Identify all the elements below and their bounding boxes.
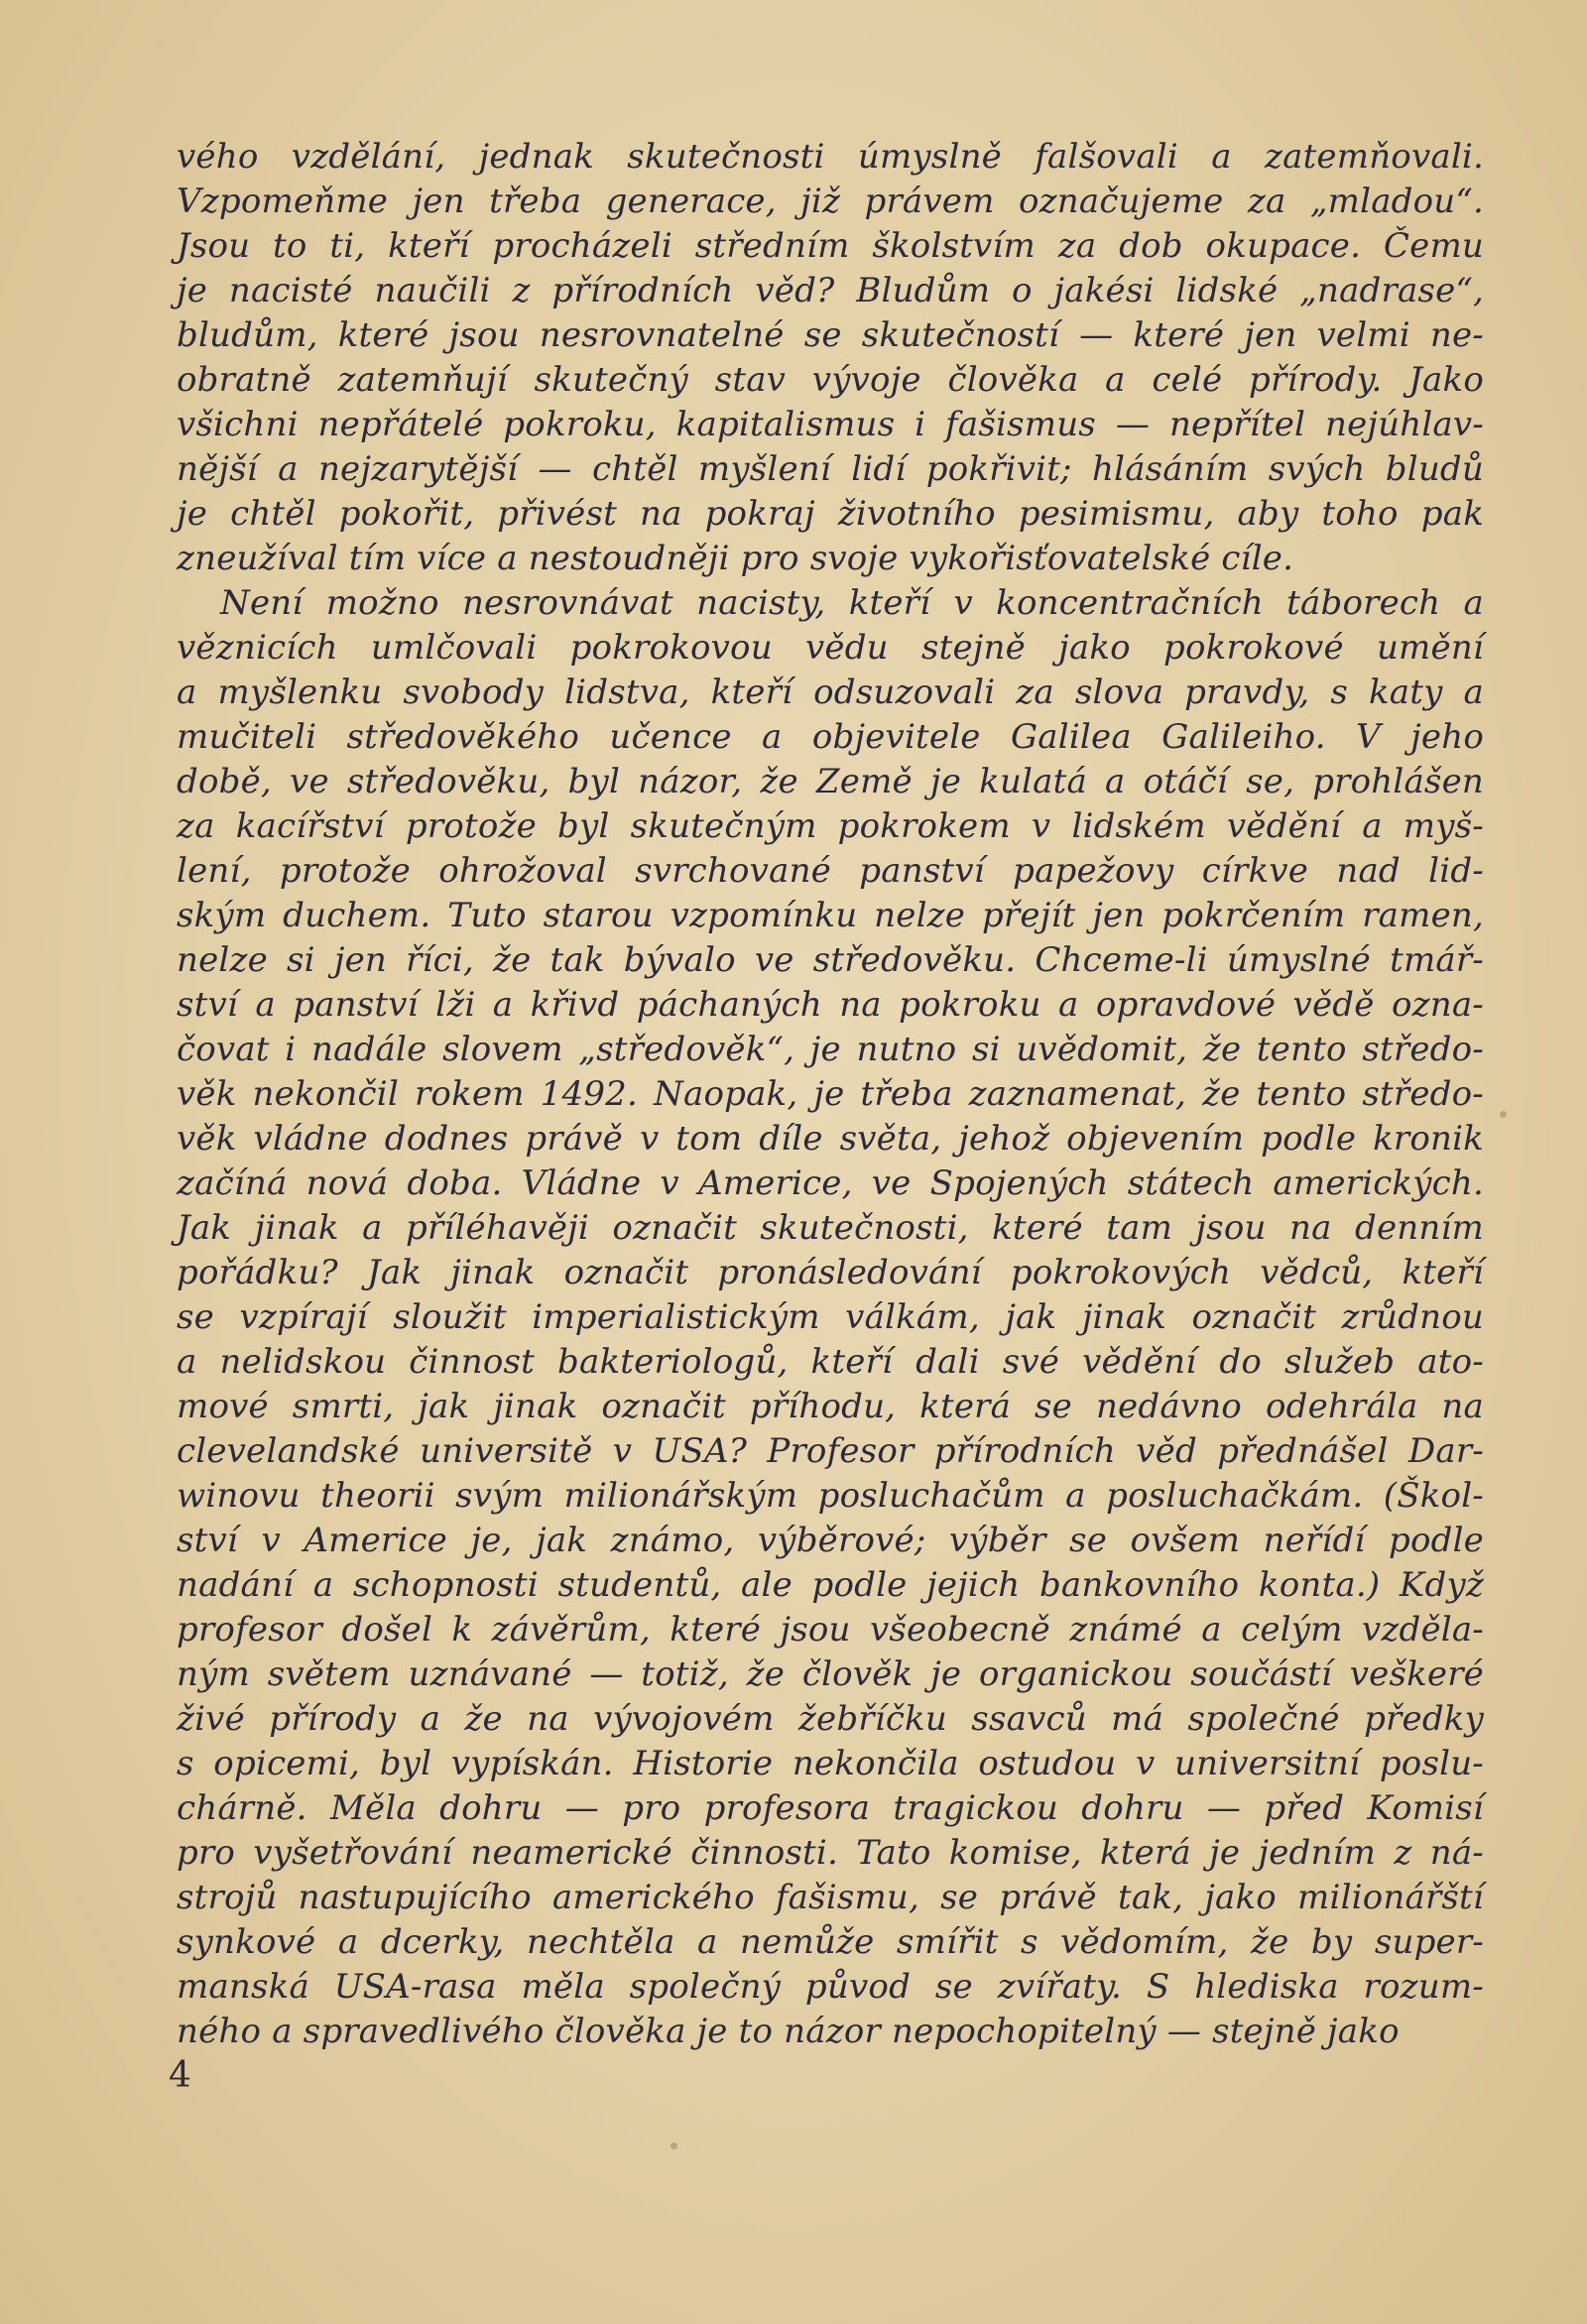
paper-speck: [671, 2142, 677, 2149]
text-line: a myšlenku svobody lidstva, kteří odsuzovali za slova pravdy, s katy a: [177, 673, 1484, 712]
body-text: [177, 135, 1484, 2054]
text-line: a nelidskou činnost bakteriologů, kteří dali své vědění do služeb ato-: [177, 1342, 1484, 1382]
text-line: všichni nepřátelé pokroku, kapitalismus i fašismus — nepřítel nejúhlav-: [177, 405, 1484, 444]
text-line: ného a spravedlivého člověka je to názor nepochopitelný — stejně jako: [177, 2012, 1400, 2051]
text-line: obratně zatemňují skutečný stav vývoje člověka a celé přírody. Jako: [177, 360, 1484, 400]
text-line: ným světem uznávané — totiž, že člověk je organickou součástí veškeré: [177, 1654, 1484, 1694]
text-line: clevelandské universitě v USA? Profesor přírodních věd přednášel Dar-: [177, 1431, 1484, 1471]
text-line: Jak jinak a příléhavěji označit skutečnosti, které tam jsou na denním: [177, 1208, 1484, 1248]
text-line: je chtěl pokořit, přivést na pokraj životního pesimismu, aby toho pak: [177, 494, 1484, 534]
text-line: je nacisté naučili z přírodních věd? Bludům o jakési lidské „nadrase“,: [177, 271, 1484, 310]
text-line: mučiteli středověkého učence a objevitele Galilea Galileiho. V jeho: [177, 717, 1484, 757]
text-line: lení, protože ohrožoval svrchované panství papežovy církve nad lid-: [177, 851, 1484, 891]
text-line: winovu theorii svým milionářským posluchačům a posluchačkám. (Škol-: [177, 1476, 1484, 1516]
text-line: živé přírody a že na vývojovém žebříčku ssavců má společné předky: [177, 1699, 1484, 1739]
text-line: pořádku? Jak jinak označit pronásledování pokrokových vědců, kteří: [177, 1253, 1484, 1292]
text-line: nelze si jen říci, že tak bývalo ve středověku. Chceme-li úmyslné tmář-: [177, 940, 1484, 980]
page-number: 4: [169, 2055, 191, 2096]
text-line: profesor došel k závěrům, které jsou všeobecně známé a celým vzděla-: [177, 1610, 1484, 1650]
text-line: synkové a dcerky, nechtěla a nemůže smířit s vědomím, že by super-: [177, 1922, 1484, 1962]
text-line: Není možno nesrovnávat nacisty, kteří v koncentračních táborech a: [220, 583, 1484, 623]
text-line: nadání a schopnosti studentů, ale podle jejich bankovního konta.) Když: [177, 1565, 1484, 1605]
text-line: mové smrti, jak jinak označit příhodu, která se nedávno odehrála na: [177, 1387, 1484, 1426]
text-line: strojů nastupujícího amerického fašismu, se právě tak, jako milionářští: [177, 1878, 1484, 1917]
text-line: věk vládne dodnes právě v tom díle světa, jehož objevením podle kronik: [177, 1119, 1484, 1159]
text-line: ství a panství lži a křivd páchaných na pokroku a opravdové vědě ozna-: [177, 985, 1484, 1025]
text-line: ství v Americe je, jak známo, výběrové; výběr se ovšem neřídí podle: [177, 1521, 1484, 1560]
text-line: za kacířství protože byl skutečným pokrokem v lidském vědění a myš-: [177, 806, 1484, 846]
text-line: věznicích umlčovali pokrokovou vědu stejně jako pokrokové umění: [177, 628, 1484, 668]
paper-speck: [1500, 1111, 1507, 1118]
text-line: zneužíval tím více a nestoudněji pro svoje vykořisťovatelské cíle.: [177, 539, 1294, 578]
text-line: čovat i nadále slovem „středověk“, je nutno si uvědomit, že tento středo-: [177, 1030, 1484, 1069]
text-line: bludům, které jsou nesrovnatelné se skutečností — které jen velmi ne-: [177, 315, 1484, 355]
text-line: manská USA-rasa měla společný původ se zvířaty. S hlediska rozum-: [177, 1967, 1484, 2007]
text-line: nější a nejzarytější — chtěl myšlení lidí pokřivit; hlásáním svých bludů: [177, 449, 1484, 489]
text-line: Jsou to ti, kteří procházeli středním školstvím za dob okupace. Čemu: [177, 226, 1484, 266]
text-line: chárně. Měla dohru — pro profesora tragickou dohru — před Komisí: [177, 1788, 1484, 1828]
text-line: vého vzdělání, jednak skutečnosti úmyslně falšovali a zatemňovali.: [177, 137, 1484, 177]
text-line: se vzpírají sloužit imperialistickým válkám, jak jinak označit zrůdnou: [177, 1297, 1484, 1337]
text-line: pro vyšetřování neamerické činnosti. Tato komise, která je jedním z ná-: [177, 1833, 1484, 1873]
text-line: s opicemi, byl vypískán. Historie nekončila ostudou v universitní poslu-: [177, 1744, 1484, 1783]
text-line: ským duchem. Tuto starou vzpomínku nelze přejít jen pokrčením ramen,: [177, 896, 1484, 935]
text-line: začíná nová doba. Vládne v Americe, ve Spojených státech amerických.: [177, 1163, 1484, 1203]
text-line: době, ve středověku, byl názor, že Země je kulatá a otáčí se, prohlášen: [177, 762, 1484, 801]
text-line: věk nekončil rokem 1492. Naopak, je třeba zaznamenat, že tento středo-: [177, 1074, 1484, 1114]
text-line: Vzpomeňme jen třeba generace, již právem označujeme za „mladou“.: [177, 182, 1484, 221]
